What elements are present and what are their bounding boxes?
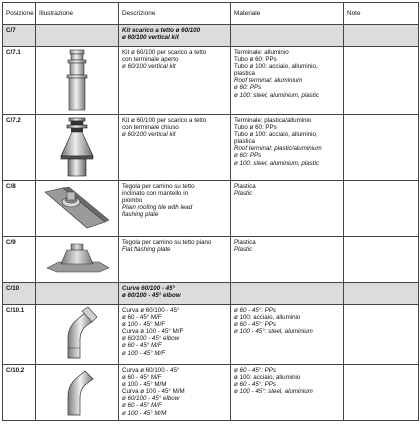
row-illustration <box>36 181 119 237</box>
row-code: C/10 <box>3 283 36 305</box>
description-line: Tegola per camino su tetto <box>122 183 195 190</box>
row-material <box>231 305 344 365</box>
row-note <box>344 283 419 305</box>
material-line: ø 60 - 45°: PPs <box>234 321 277 329</box>
row-illustration <box>36 283 119 305</box>
description-line: ø 60/100 vertical kit <box>122 131 176 139</box>
header-note: Note <box>344 3 419 25</box>
table-row <box>3 47 419 115</box>
row-code: C/7.1 <box>3 47 36 115</box>
material-line: Roof terminal: plastic/aluminium <box>234 145 322 153</box>
description-line: ø 60/100 - 45° elbow <box>122 292 181 300</box>
header-illustrazione: Illustrazione <box>36 3 119 25</box>
components-table <box>2 2 419 421</box>
description-line: ø 100 - 45° M/M <box>122 409 167 417</box>
material-line: Plastica <box>234 183 256 190</box>
description-line: Curva ø 60/100 - 45° <box>122 367 180 374</box>
row-note <box>344 181 419 237</box>
row-description <box>119 181 231 237</box>
row-material <box>231 283 344 305</box>
description-line: Curva ø 60/100 - 45° <box>122 307 180 314</box>
description-line: Curve 60/100 - 45° <box>122 285 176 292</box>
material-line: Plastica <box>234 239 256 246</box>
row-description <box>119 365 231 421</box>
table-row <box>3 283 419 305</box>
table-row <box>3 181 419 237</box>
description-line: Curva ø 100 - 45° M/M <box>122 388 185 396</box>
vertical-kit-closed-terminal-icon <box>55 116 99 178</box>
pitched-roof-flashing-tile-icon <box>39 182 115 232</box>
description-line: Plain roofing tile with lead <box>122 204 193 212</box>
material-line: Tubo ø 100: acciaio, alluminio, <box>234 131 318 139</box>
flat-flashing-plate-icon <box>39 238 115 278</box>
description-line: flashing plate <box>122 211 159 219</box>
row-illustration <box>36 305 119 365</box>
description-line: Kit scarico a tetto ø 60/100 <box>122 27 201 34</box>
row-illustration <box>36 237 119 283</box>
row-material <box>231 115 344 181</box>
material-line: Tubo ø 60: PPs <box>234 124 277 132</box>
row-description <box>119 283 231 305</box>
material-line: ø 60 - 45°: PPs <box>234 367 277 374</box>
description-line: ø 60/100 - 45° elbow <box>122 395 180 403</box>
material-line: ø 60 - 45°: PPs <box>234 307 277 314</box>
material-line: ø 60: PPs <box>234 152 262 160</box>
description-line: Flat flashing plate <box>122 246 171 254</box>
material-line: Roof terminal: aluminium <box>234 77 303 85</box>
header-posizione: Posizione <box>3 3 36 25</box>
row-material <box>231 47 344 115</box>
row-note <box>344 237 419 283</box>
material-line: Tubo ø 60: PPs <box>234 56 277 64</box>
row-description <box>119 237 231 283</box>
description-line: ø 100 - 45° M/F <box>122 321 166 329</box>
row-code: C/7 <box>3 25 36 47</box>
material-line: plastica <box>234 70 255 78</box>
description-line: piombo <box>122 197 143 205</box>
material-line: ø 100 - 45°: steel, aluminium <box>234 328 313 336</box>
row-note <box>344 47 419 115</box>
row-code: C/8 <box>3 181 36 237</box>
material-line: Plastic <box>234 190 253 198</box>
row-code: C/7.2 <box>3 115 36 181</box>
row-illustration <box>36 115 119 181</box>
row-description <box>119 47 231 115</box>
table-row <box>3 25 419 47</box>
material-line: ø 100: steel, aluminium, plastic <box>234 159 319 167</box>
row-description <box>119 115 231 181</box>
material-line: Tubo ø 100: acciaio, alluminio, <box>234 63 318 71</box>
table-row <box>3 365 419 421</box>
material-line: Terminale: alluminio <box>234 49 289 56</box>
table-row <box>3 237 419 283</box>
description-line: ø 60 - 45° M/F <box>122 314 162 322</box>
description-line: Tegola per camino su tetto piano <box>122 239 212 246</box>
material-line: Plastic <box>234 246 253 254</box>
row-code: C/10.1 <box>3 305 36 365</box>
description-line: inclinato con mantello in <box>122 190 189 198</box>
row-note <box>344 305 419 365</box>
description-line: con terminale chiuso <box>122 124 179 132</box>
vertical-kit-open-terminal-icon <box>57 48 97 112</box>
description-line: Curva ø 100 - 45° M/F <box>122 328 184 336</box>
elbow-45-mf-icon <box>55 306 99 360</box>
row-code: C/10.2 <box>3 365 36 421</box>
row-material <box>231 237 344 283</box>
material-line: Terminale: plastica/alluminio <box>234 117 312 124</box>
row-note <box>344 115 419 181</box>
description-line: ø 60 - 45° M/F <box>122 374 162 382</box>
description-line: con terminale aperto <box>122 56 179 64</box>
description-line: ø 60 - 45° M/F <box>122 402 162 410</box>
table-row <box>3 305 419 365</box>
description-line: Kit ø 60/100 per scarico a tetto <box>122 117 207 124</box>
row-illustration <box>36 365 119 421</box>
row-material <box>231 25 344 47</box>
material-line: ø 100: acciaio, alluminio <box>234 314 301 322</box>
row-note <box>344 365 419 421</box>
description-line: Kit ø 60/100 per scarico a tetto <box>122 49 207 56</box>
elbow-45-mm-icon <box>55 366 99 416</box>
row-material <box>231 365 344 421</box>
row-code: C/9 <box>3 237 36 283</box>
row-illustration <box>36 25 119 47</box>
description-line: ø 60/100 vertical kit <box>122 34 179 42</box>
table-row <box>3 115 419 181</box>
description-line: ø 60/100 - 45° elbow <box>122 335 180 343</box>
material-line: plastica <box>234 138 255 146</box>
material-line: ø 100 - 45°: steel, aluminium <box>234 388 313 396</box>
material-line: ø 100: acciaio, alluminio <box>234 374 301 382</box>
material-line: ø 100: steel, aluminium, plastic <box>234 91 319 99</box>
row-material <box>231 181 344 237</box>
description-line: ø 60/100 vertical kit <box>122 63 176 71</box>
row-illustration <box>36 47 119 115</box>
header-descrizione: Descrizione <box>119 3 231 25</box>
row-description <box>119 25 231 47</box>
material-line: ø 60 - 45°: PPs <box>234 381 277 389</box>
row-description <box>119 305 231 365</box>
header-row <box>3 3 419 25</box>
description-line: ø 60 - 45° M/F <box>122 342 162 350</box>
description-line: ø 100 - 45° M/F <box>122 349 166 357</box>
material-line: ø 60: PPs <box>234 84 262 92</box>
header-materiale: Materiale <box>231 3 344 25</box>
row-note <box>344 25 419 47</box>
description-line: ø 100 - 45° M/M <box>122 381 167 389</box>
